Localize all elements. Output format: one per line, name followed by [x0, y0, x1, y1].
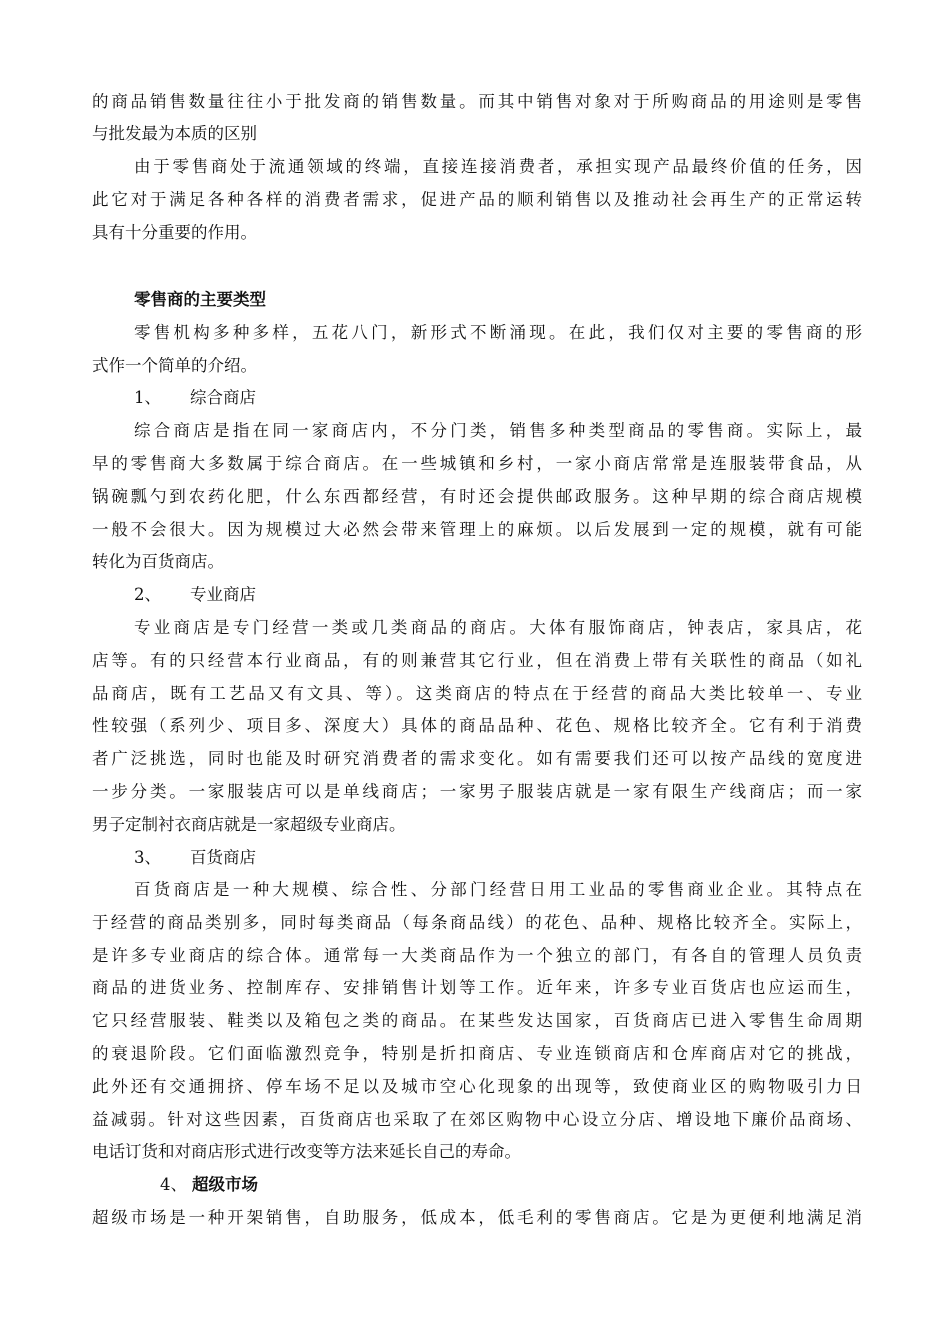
- paragraph-line: 由于零售商处于流通领域的终端，直接连接消费者，承担实现产品最终价值的任务，因: [134, 157, 862, 176]
- paragraph-line: 它只经营服装、鞋类以及箱包之类的商品。在某些发达国家，百货商店已进入零售生命周期: [92, 1011, 862, 1030]
- paragraph-line: 此外还有交通拥挤、停车场不足以及城市空心化现象的出现等，致使商业区的购物吸引力日: [92, 1077, 862, 1096]
- paragraph-line: 零售机构多种多样，五花八门，新形式不断涌现。在此，我们仅对主要的零售商的形: [134, 323, 862, 342]
- item-number: 3、: [134, 848, 161, 867]
- paragraph-line: 百货商店是一种大规模、综合性、分部门经营日用工业品的零售商业企业。其特点在: [134, 880, 862, 899]
- item-number: 1、: [134, 388, 161, 407]
- paragraph-line: 与批发最为本质的区别: [92, 124, 257, 143]
- item-heading: [134, 383, 904, 413]
- paragraph-line: 电话订货和对商店形式进行改变等方法来延长自己的寿命。: [92, 1142, 521, 1161]
- paragraph-line: 商品的进货业务、控制库存、安排销售计划等工作。近年来，许多专业百货店也应运而生，: [92, 978, 862, 997]
- paragraph-line: 综合商店是指在同一家商店内，不分门类，销售多种类型商品的零售商。实际上，最: [134, 421, 862, 440]
- item-number: 4、: [160, 1175, 187, 1194]
- item-title: 综合商店: [190, 388, 256, 407]
- paragraph-line: 品商店，既有工艺品又有文具、等）。这类商店的特点在于经营的商品大类比较单一、专业: [92, 684, 862, 703]
- paragraph-line: 锅碗瓢勺到农药化肥，什么东西都经营，有时还会提供邮政服务。这种早期的综合商店规模: [92, 487, 862, 506]
- paragraph-line: 一般不会很大。因为规模过大必然会带来管理上的麻烦。以后发展到一定的规模，就有可能: [92, 520, 862, 539]
- item-title: 超级市场: [192, 1175, 258, 1194]
- item-title: 百货商店: [190, 848, 256, 867]
- paragraph-line: 式作一个简单的介绍。: [92, 356, 257, 375]
- section-heading: 零售商的主要类型: [134, 290, 266, 309]
- paragraph-line: 早的零售商大多数属于综合商店。在一些城镇和乡村，一家小商店常常是连服装带食品，从: [92, 454, 862, 473]
- item-number: 2、: [134, 585, 161, 604]
- paragraph-line: 超级市场是一种开架销售，自助服务，低成本，低毛利的零售商店。它是为更便利地满足消: [92, 1208, 862, 1227]
- item-title: 专业商店: [190, 585, 256, 604]
- paragraph-line: 一步分类。一家服装店可以是单线商店；一家男子服装店就是一家有限生产线商店；而一家: [92, 782, 862, 801]
- paragraph-line: 具有十分重要的作用。: [92, 223, 257, 242]
- paragraph-line: 此它对于满足各种各样的消费者需求，促进产品的顺利销售以及推动社会再生产的正常运转: [92, 190, 862, 209]
- paragraph-line: 专业商店是专门经营一类或几类商品的商店。大体有服饰商店，钟表店，家具店，花: [134, 618, 862, 637]
- paragraph-line: 性较强（系列少、项目多、深度大）具体的商品品种、花色、规格比较齐全。它有利于消费: [92, 716, 862, 735]
- paragraph-line: 的商品销售数量往往小于批发商的销售数量。而其中销售对象对于所购商品的用途则是零售: [92, 92, 862, 111]
- paragraph-line: 是许多专业商店的综合体。通常每一大类商品作为一个独立的部门，有各自的管理人员负责: [92, 946, 862, 965]
- item-heading: [134, 580, 904, 610]
- item-heading: [134, 843, 904, 873]
- paragraph-line: 者广泛挑选，同时也能及时研究消费者的需求变化。如有需要我们还可以按产品线的宽度进: [92, 749, 862, 768]
- paragraph-line: 转化为百货商店。: [92, 552, 224, 571]
- item-heading: [160, 1170, 930, 1200]
- paragraph-line: 于经营的商品类别多，同时每类商品（每条商品线）的花色、品种、规格比较齐全。实际上，: [92, 913, 862, 932]
- paragraph-line: 的衰退阶段。它们面临激烈竞争，特别是折扣商店、专业连锁商店和仓库商店对它的挑战，: [92, 1044, 862, 1063]
- paragraph-line: 益减弱。针对这些因素，百货商店也采取了在郊区购物中心设立分店、增设地下廉价品商场、: [92, 1110, 862, 1129]
- paragraph-line: 店等。有的只经营本行业商品，有的则兼营其它行业，但在消费上带有关联性的商品（如礼: [92, 651, 862, 670]
- paragraph-line: 男子定制衬衣商店就是一家超级专业商店。: [92, 815, 406, 834]
